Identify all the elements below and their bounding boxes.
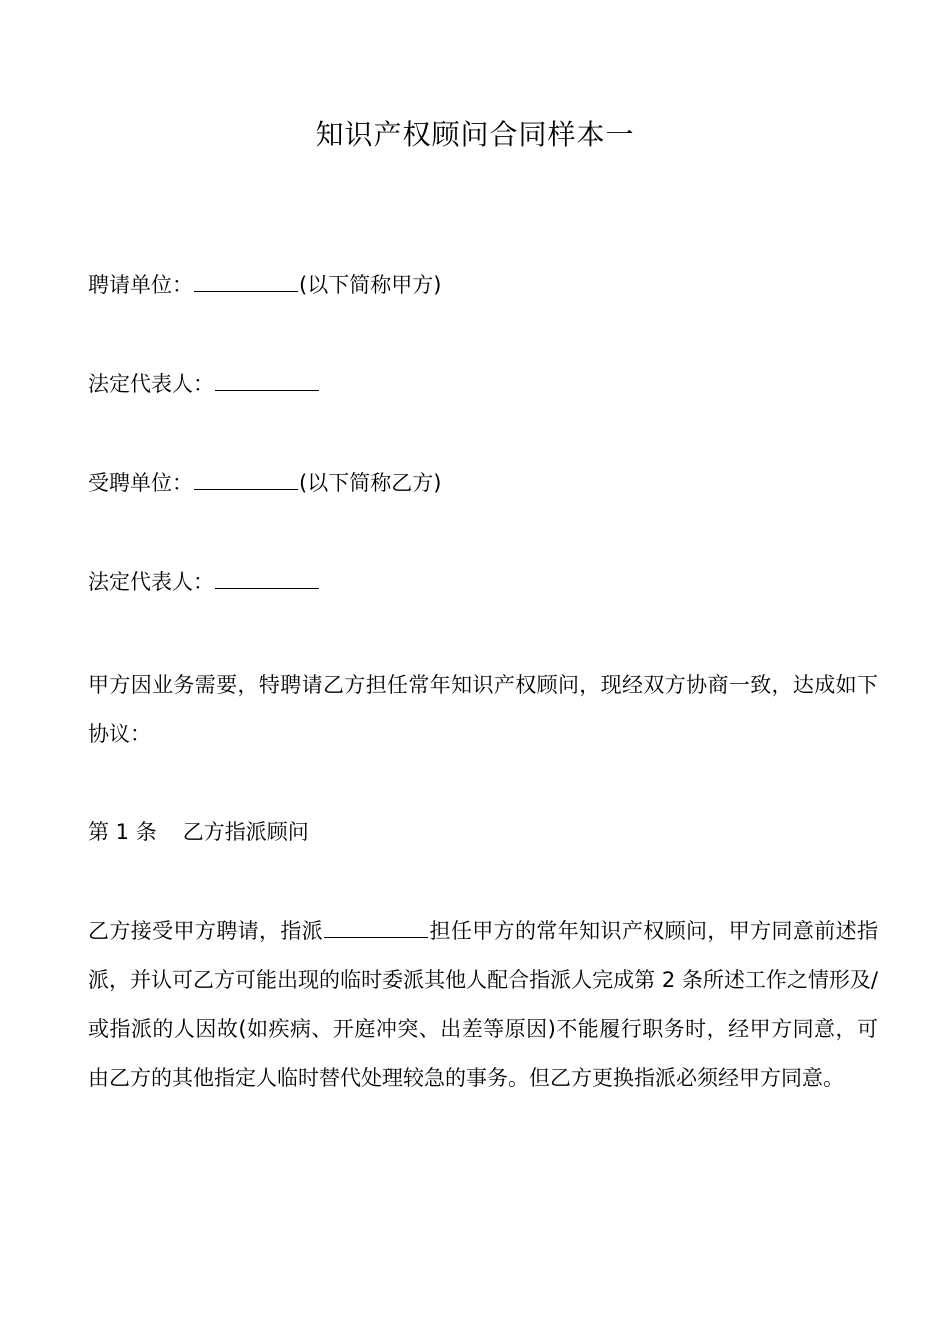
party-b-label: 受聘单位： [88, 471, 193, 495]
document-title: 知识产权顾问合同样本一 [315, 118, 635, 151]
article-1-number: 第 1 条 [88, 820, 157, 844]
party-b-rep-line [88, 567, 320, 597]
party-b-blank [194, 468, 298, 490]
party-a-blank [194, 270, 298, 292]
party-a-rep-label: 法定代表人： [88, 372, 214, 396]
party-a-suffix: (以下简称甲方) [299, 273, 442, 297]
article-1-paragraph [88, 907, 878, 1103]
article-1-title: 乙方指派顾问 [182, 820, 309, 844]
party-b-suffix: (以下简称乙方) [299, 471, 442, 495]
party-a-rep-blank [215, 369, 319, 391]
article-1-text-before: 乙方接受甲方聘请，指派 [88, 919, 324, 943]
party-a-rep-line [88, 369, 320, 399]
article-1-heading [88, 817, 309, 847]
party-b-rep-label: 法定代表人： [88, 570, 214, 594]
article-1-text-after: 担任甲方的常年知识产权顾问，甲方同意前述指派，并认可乙方可能出现的临时委派其他人配合指派人完成第 2 条所述工作之情形及/或指派的人因故(如疾病、开庭冲突、出差等原因)不能履行职务时，经甲方同意，可由乙方的其他指定人临时替代处理较急的事务。但乙方更换指派必须经甲方同意。 [88, 919, 878, 1090]
party-b-rep-blank [215, 567, 319, 589]
party-a-line [88, 270, 441, 300]
advisor-name-blank [324, 916, 428, 938]
party-a-label: 聘请单位： [88, 273, 193, 297]
preamble-paragraph: 甲方因业务需要，特聘请乙方担任常年知识产权顾问，现经双方协商一致，达成如下协议： [88, 673, 878, 746]
party-b-line [88, 468, 441, 498]
